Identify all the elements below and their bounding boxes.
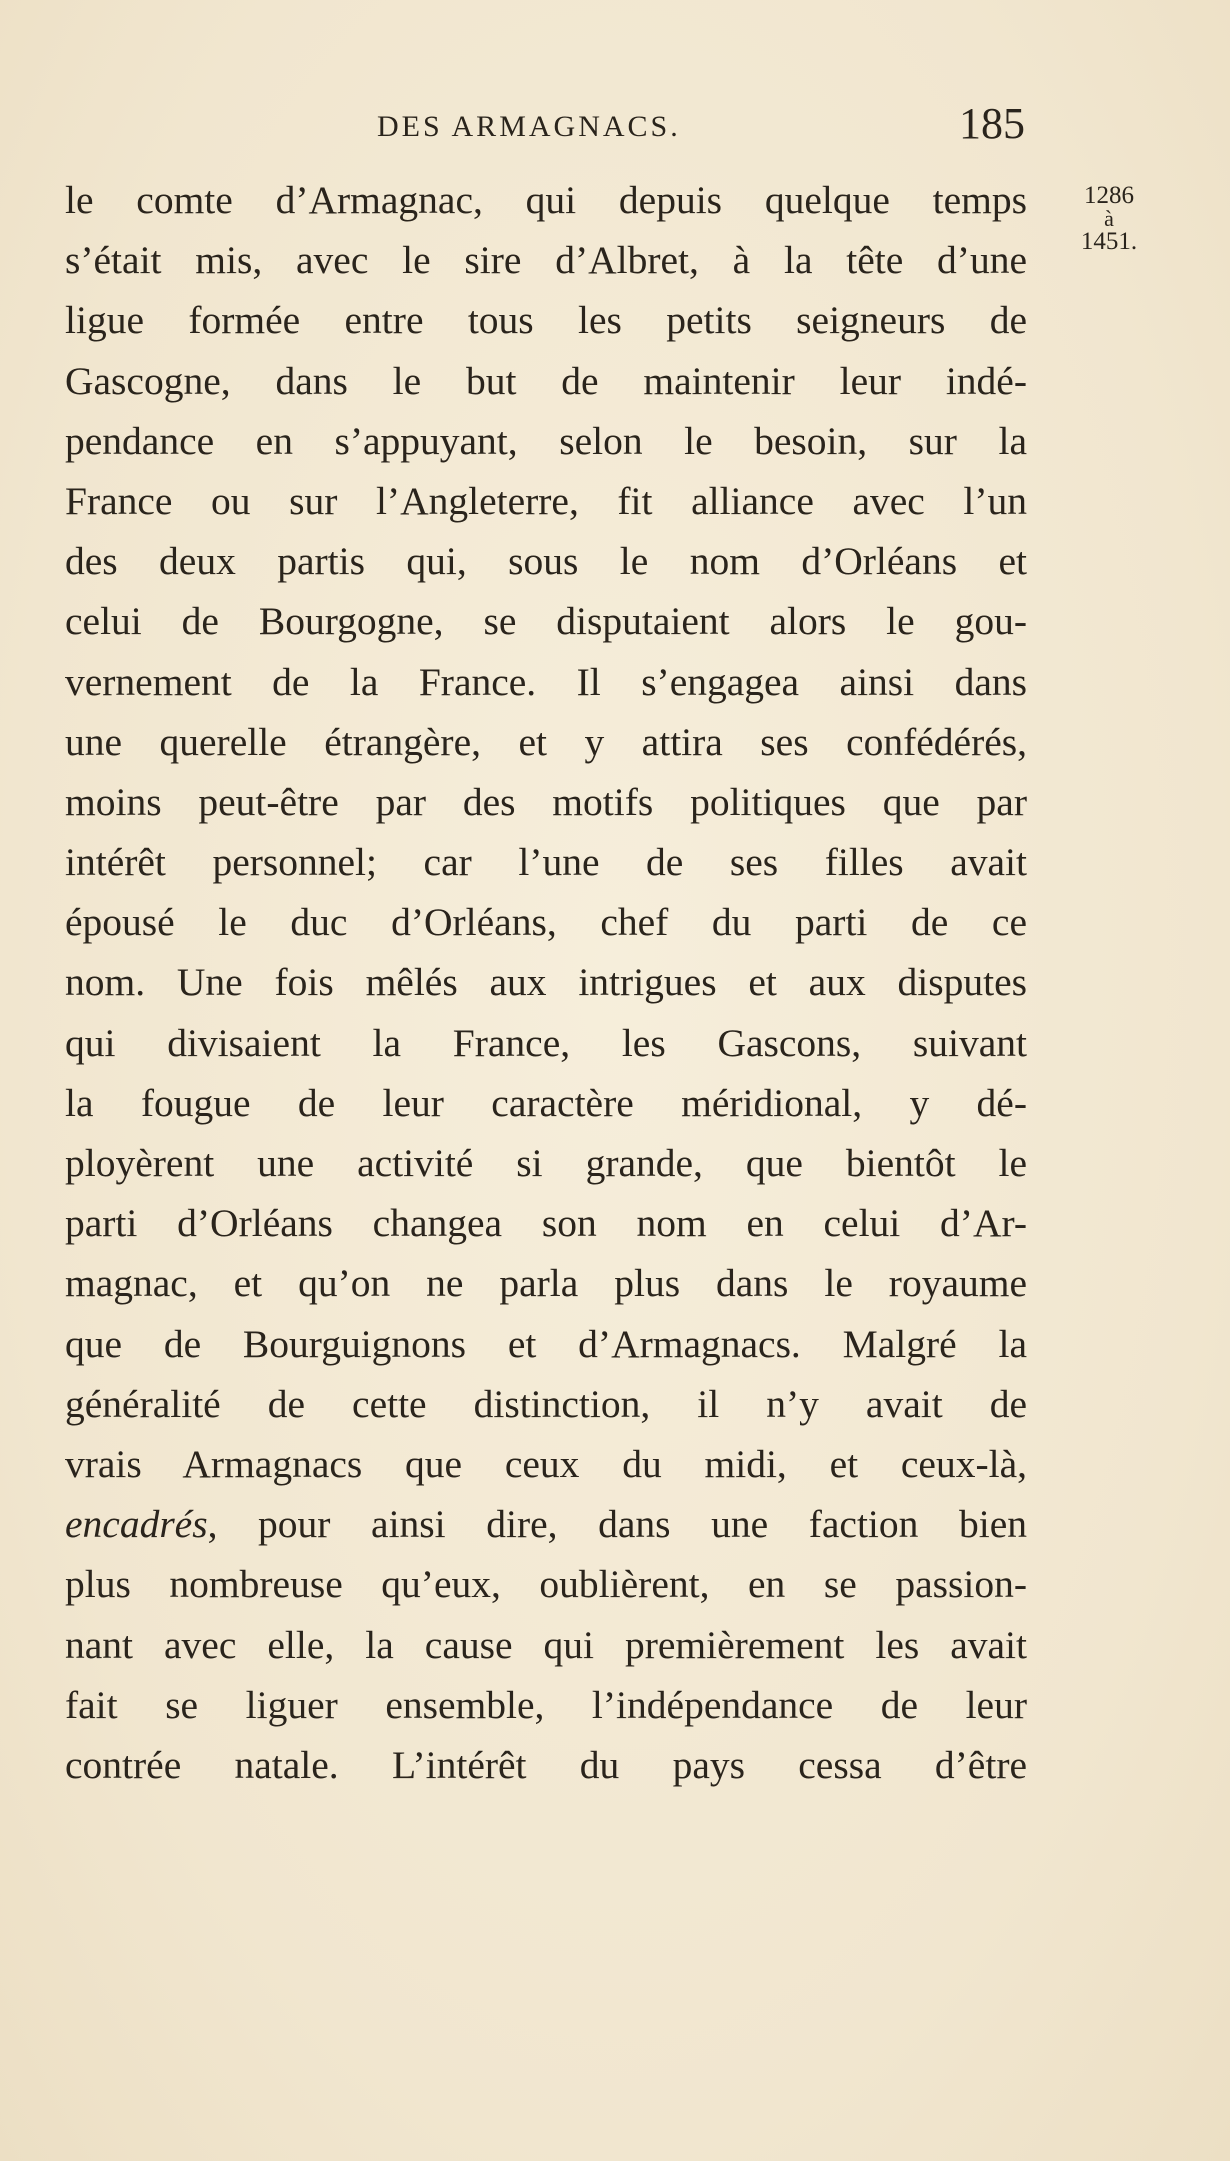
text-line: qui divisaient la France, les Gascons, suivant: [65, 1020, 1027, 1065]
page-number: 185: [959, 99, 1025, 148]
italic-line-rest: , pour ainsi dire, dans une faction bien: [207, 1502, 1027, 1547]
text-line: vrais Armagnacs que ceux du midi, et ceux-là,: [65, 1441, 1027, 1486]
text-line: généralité de cette distinction, il n’y avait de: [65, 1381, 1027, 1426]
text-line: pendance en s’appuyant, selon le besoin, sur la: [65, 418, 1027, 463]
text-line: nant avec elle, la cause qui premièrement les avait: [65, 1622, 1027, 1667]
text-line: s’était mis, avec le sire d’Albret, à la tête d’une: [65, 238, 1027, 283]
running-head: DES ARMAGNACS.: [377, 110, 681, 143]
text-line: moins peut-être par des motifs politiques que par: [65, 779, 1027, 824]
text-line: vernement de la France. Il s’engagea ainsi dans: [65, 659, 1027, 704]
text-line: épousé le duc d’Orléans, chef du parti de ce: [65, 900, 1027, 945]
text-line-italic: [65, 1494, 1027, 1554]
body-text: [65, 170, 1027, 1795]
italic-word: encadrés: [65, 1502, 208, 1547]
text-line: nom. Une fois mêlés aux intrigues et aux disputes: [65, 960, 1027, 1005]
text-line: France ou sur l’Angleterre, fit alliance avec l’un: [65, 478, 1027, 523]
text-line: des deux partis qui, sous le nom d’Orléans et: [65, 539, 1027, 584]
text-line: celui de Bourgogne, se disputaient alors le gou-: [65, 599, 1027, 644]
text-line: ligue formée entre tous les petits seigneurs de: [65, 298, 1027, 343]
text-line: que de Bourguignons et d’Armagnacs. Malgré la: [65, 1321, 1027, 1366]
text-line: fait se liguer ensemble, l’indépendance de leur: [65, 1682, 1027, 1727]
text-line: Gascogne, dans le but de maintenir leur indé-: [65, 358, 1027, 403]
text-line: la fougue de leur caractère méridional, y dé-: [65, 1080, 1027, 1125]
margin-date-start: 1286: [1084, 182, 1134, 209]
page-header: [65, 92, 1025, 162]
text-line: contrée natale. L’intérêt du pays cessa d’être: [65, 1742, 1027, 1787]
margin-date-end: 1451.: [1080, 228, 1138, 255]
text-line: le comte d’Armagnac, qui depuis quelque temps: [65, 178, 1027, 222]
text-line: intérêt personnel; car l’une de ses filles avait: [65, 840, 1027, 885]
text-line: parti d’Orléans changea son nom en celui d’Ar-: [65, 1201, 1027, 1246]
text-line: ployèrent une activité si grande, que bientôt le: [65, 1141, 1027, 1185]
text-line: une querelle étrangère, et y attira ses confédérés,: [65, 719, 1027, 764]
text-line: magnac, et qu’on ne parla plus dans le royaume: [65, 1261, 1027, 1306]
margin-date-note: [1034, 182, 1184, 256]
margin-date-separator: à: [1104, 206, 1114, 231]
text-line: plus nombreuse qu’eux, oublièrent, en se passion-: [65, 1562, 1027, 1607]
